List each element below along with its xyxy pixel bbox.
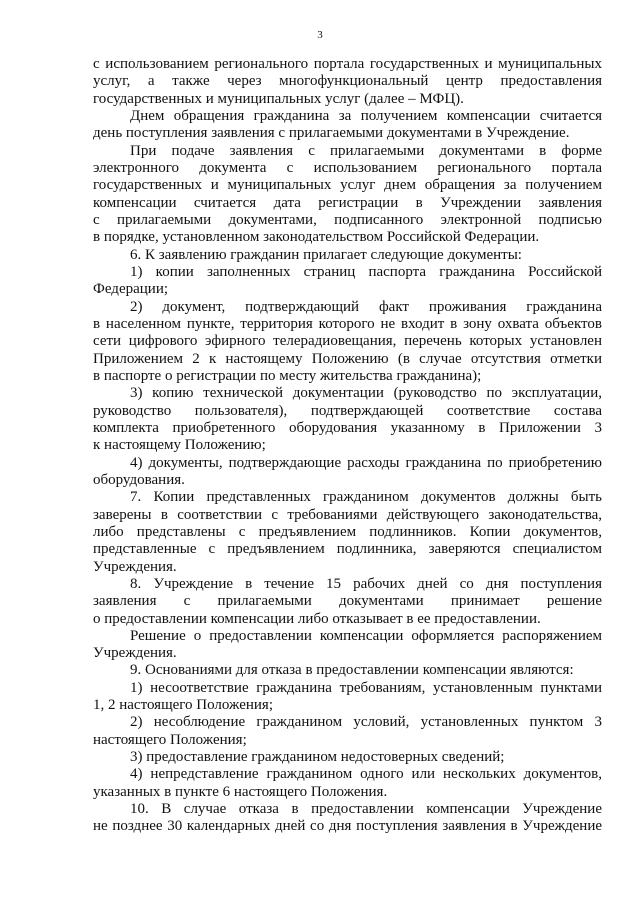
text-line: день поступления заявления с прилагаемыми документами в Учреждение. (93, 125, 570, 142)
text-line: компенсации считается дата регистрации в Учреждении заявления (93, 194, 602, 211)
page-number: 3 (317, 29, 323, 41)
text-line: Учреждения. (93, 645, 177, 662)
text-line: 4) документы, подтверждающие расходы гражданина по приобретению (130, 454, 602, 471)
text-line: 3) предоставление гражданином недостоверных сведений; (130, 749, 505, 766)
text-line: 9. Основаниями для отказа в предоставлении компенсации являются: (130, 662, 574, 679)
text-line: 1) копии заполненных страниц паспорта гражданина Российской (130, 263, 602, 280)
text-line: с использованием регионального портала государственных и муниципальных (93, 56, 602, 72)
text-line: Федерации; (93, 281, 169, 298)
text-line: настоящего Положения; (93, 731, 247, 748)
text-line: не позднее 30 календарных дней со дня поступления заявления в Учреждение (93, 818, 602, 835)
text-line: 3) копию технической документации (руководство по эксплуатации, (130, 385, 602, 402)
text-line: Решение о предоставлении компенсации оформляется распоряжением (130, 627, 602, 644)
text-line: электронного документа с использованием регионального портала (93, 159, 602, 176)
text-line: 1, 2 настоящего Положения; (93, 697, 273, 714)
text-line: 2) документ, подтверждающий факт проживания гражданина (130, 298, 602, 315)
text-line: комплекта приобретенного оборудования указанному в Приложении 3 (93, 419, 602, 436)
text-line: государственных и муниципальных услуг днем обращения за получением (93, 177, 602, 194)
text-line: 4) непредставление гражданином одного или нескольких документов, (130, 766, 602, 783)
text-line: 1) несоответствие гражданина требованиям, установленным пунктами (130, 679, 602, 696)
text-line: заявления с прилагаемыми документами принимает решение (93, 593, 602, 610)
text-line: государственных и муниципальных услуг (далее – МФЦ). (93, 90, 464, 107)
text-line: в паспорте о регистрации по месту жительства гражданина); (93, 367, 482, 384)
text-line: 7. Копии представленных гражданином документов должны быть (130, 489, 602, 506)
text-line: о предоставлении компенсации либо отказывает в ее предоставлении. (93, 610, 541, 627)
text-line: 8. Учреждение в течение 15 рабочих дней со дня поступления (130, 575, 602, 592)
text-line: в порядке, установленном законодательством Российской Федерации. (93, 229, 540, 246)
text-line: сети цифрового эфирного телерадиовещания, перечень которых установлен (93, 333, 602, 350)
text-line: в населенном пункте, территория которого не входит в зону охвата объектов (93, 315, 602, 332)
text-line: с прилагаемыми документами, подписанного электронной подписью (93, 211, 602, 228)
text-line: заверены в соответствии с требованиями действующего законодательства, (93, 506, 602, 523)
text-line: оборудования. (93, 471, 185, 488)
text-line: либо представлены с предъявлением подлинников. Копии документов, (93, 523, 602, 540)
text-line: Днем обращения гражданина за получением компенсации считается (130, 107, 602, 124)
text-line: руководство пользователя), подтверждающей соответствие состава (93, 402, 602, 419)
text-line: Приложением 2 к настоящему Положению (в случае отсутствия отметки (93, 350, 602, 367)
text-line: Учреждения. (93, 558, 177, 575)
document-body (93, 56, 602, 836)
text-line: услуг, а также через многофункциональный центр предоставления (93, 73, 602, 90)
text-line: 2) несоблюдение гражданином условий, установленных пунктом 3 (130, 714, 602, 731)
text-line: 6. К заявлению гражданин прилагает следующие документы: (130, 246, 522, 263)
text-line: 10. В случае отказа в предоставлении компенсации Учреждение (130, 801, 602, 818)
text-line: При подаче заявления с прилагаемыми документами в форме (130, 142, 602, 159)
text-line: к настоящему Положению; (93, 437, 266, 454)
text-line: представленные с предъявлением подлинника, заверяются специалистом (93, 541, 602, 558)
text-line: указанных в пункте 6 настоящего Положения. (93, 783, 388, 800)
